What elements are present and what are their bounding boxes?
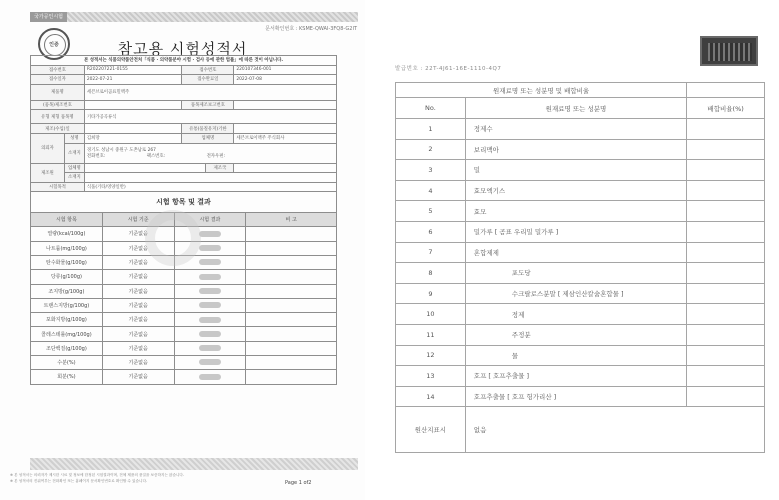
mfr-company-value (84, 163, 206, 173)
test-report-document (0, 0, 365, 500)
ingredient-ratio (687, 119, 765, 140)
ingredient-row (396, 304, 765, 325)
ingredient-ratio (687, 345, 765, 366)
result-item: 조단백질(g/100g) (31, 341, 103, 355)
result-standard: 기준없음 (102, 356, 174, 370)
result-standard: 기준없음 (102, 255, 174, 269)
footer-band (30, 458, 358, 470)
expiry-label: 유통(품질유지)기한 (182, 124, 234, 134)
ingredient-no: 13 (396, 366, 466, 387)
ingredient-no: 5 (396, 201, 466, 222)
result-remark (246, 341, 337, 355)
ingredient-ratio (687, 180, 765, 201)
results-header-standard: 시험 기준 (102, 213, 174, 227)
result-row (31, 356, 337, 370)
product-label: 제품명 (31, 84, 85, 100)
manufacturer-label: 제조원 (31, 163, 65, 182)
barcode-value (84, 100, 182, 110)
redaction-blur (199, 302, 221, 308)
result-remark (246, 313, 337, 327)
ingredient-body (396, 119, 765, 407)
result-item: 탄수화물(g/100g) (31, 255, 103, 269)
ingredient-ratio (687, 386, 765, 407)
ingredient-no: 3 (396, 160, 466, 181)
fax-label: 팩스번호: (146, 154, 166, 160)
address-label: 소재지 (64, 143, 84, 163)
maker-value (84, 124, 182, 134)
result-value-redacted (174, 356, 246, 370)
result-standard: 기준없음 (102, 327, 174, 341)
ingredient-no: 7 (396, 242, 466, 263)
header-badge: 국가공인시험 (30, 12, 67, 22)
result-value-redacted (174, 370, 246, 384)
receipt-no-label: 접수번호 (31, 65, 85, 75)
result-remark (246, 327, 337, 341)
form-value: 기타가공곡류식 (84, 110, 336, 124)
ingredient-ratio (687, 283, 765, 304)
result-row (31, 341, 337, 355)
result-row (31, 298, 337, 312)
ingredient-ratio (687, 160, 765, 181)
company-label: 업체명 (182, 133, 234, 143)
ingredient-ratio-document (383, 0, 779, 500)
expiry-value (234, 124, 337, 134)
ingredient-row (396, 139, 765, 160)
result-standard: 기준없음 (102, 227, 174, 241)
receipt-no-value: R202207221-0155 (84, 65, 182, 75)
product-value: 세븐브로이곰표밀맥주 (84, 84, 336, 100)
form-label: 유형 제형 품목명 (31, 110, 85, 124)
redaction-blur (199, 317, 221, 323)
ingredient-ratio (687, 139, 765, 160)
result-remark (246, 270, 337, 284)
result-row (31, 327, 337, 341)
name-label: 성명 (64, 133, 84, 143)
result-item: 당류(g/100g) (31, 270, 103, 284)
result-remark (246, 356, 337, 370)
result-value-redacted (174, 327, 246, 341)
ingredient-row (396, 201, 765, 222)
mfr-company-label: 업체명 (64, 163, 84, 173)
qr-code-icon (700, 36, 758, 66)
ingredient-ratio (687, 304, 765, 325)
ingredient-ratio (687, 324, 765, 345)
result-standard: 기준없음 (102, 270, 174, 284)
phone-label: 전화번호: (86, 154, 106, 160)
redaction-blur (199, 274, 221, 280)
ingredient-name: 호프추출물 [ 호프 헝가리산 ] (465, 386, 686, 407)
mfr-address-label: 소재지 (64, 173, 84, 183)
result-row (31, 270, 337, 284)
ingredient-no: 1 (396, 119, 466, 140)
redaction-blur (199, 359, 221, 365)
result-row (31, 284, 337, 298)
report-no-label: 품목제조보고번호 (182, 100, 234, 110)
results-header-result: 시험 결과 (174, 213, 246, 227)
ingredient-name: 주정분 (465, 324, 686, 345)
ingredient-table (395, 82, 765, 453)
ingredient-name: 밀 (465, 160, 686, 181)
ingredient-row (396, 345, 765, 366)
ingredient-row (396, 386, 765, 407)
test-date-label: 접수일자 (31, 75, 85, 85)
ingredient-row (396, 242, 765, 263)
ingredient-row (396, 283, 765, 304)
result-remark (246, 284, 337, 298)
col-no-header: No. (396, 98, 466, 119)
ingredient-name: 물 (465, 345, 686, 366)
ingredient-name: 보리맥아 (465, 139, 686, 160)
redaction-blur (199, 245, 221, 251)
redaction-blur (199, 288, 221, 294)
origin-value: 없음 (465, 407, 764, 453)
ingredient-name: 수크랄로스분말 [ 제삼인산칼슘혼합물 ] (465, 283, 686, 304)
result-remark (246, 370, 337, 384)
test-date-value: 2022-07-21 (84, 75, 182, 85)
ingredient-row (396, 160, 765, 181)
result-standard: 기준없음 (102, 241, 174, 255)
result-standard: 기준없음 (102, 341, 174, 355)
result-item: 회분(%) (31, 370, 103, 384)
seal-text: 인증 (49, 42, 59, 48)
ingredient-no: 14 (396, 386, 466, 407)
result-item: 나트륨(mg/100g) (31, 241, 103, 255)
ingredient-name: 혼합제제 (465, 242, 686, 263)
result-row (31, 313, 337, 327)
result-item: 수분(%) (31, 356, 103, 370)
ingredient-ratio (687, 366, 765, 387)
result-item: 열량(kcal/100g) (31, 227, 103, 241)
ingredient-table-title: 원재료명 또는 성분명 및 배합비율 (396, 83, 687, 98)
results-section-title: 시험 항목 및 결과 (30, 192, 337, 212)
ingredient-ratio (687, 221, 765, 242)
report-no-value (234, 100, 337, 110)
result-item: 콜레스테롤(mg/100g) (31, 327, 103, 341)
email-label: 전자우편: (206, 154, 226, 160)
results-header-remark: 비 고 (246, 213, 337, 227)
origin-label: 원산지표시 (396, 407, 466, 453)
ingredient-name: 효모엑기스 (465, 180, 686, 201)
report-info-table (30, 55, 337, 192)
ingredient-row (396, 324, 765, 345)
issue-no-value: 220107346-001 (234, 65, 337, 75)
ingredient-row (396, 263, 765, 284)
ingredient-ratio (687, 201, 765, 222)
ingredient-no: 11 (396, 324, 466, 345)
document-confirmation-number: 문서확인번호 : KSME-QWAI-3FQ8-G2IT (265, 26, 357, 32)
ingredient-row (396, 221, 765, 242)
results-header-item: 시험 항목 (31, 213, 103, 227)
redaction-blur (199, 374, 221, 380)
issue-no-label: 접수번호 (182, 65, 234, 75)
completion-value: 2022-07-08 (234, 75, 337, 85)
footnote-1: ※ 본 성적서는 의뢰자가 제시한 시료 및 정보에 한정된 시험결과이며, 전체 제품의 품질을 보증하지는 않습니다. (10, 473, 185, 477)
ingredient-row (396, 366, 765, 387)
header-band (30, 12, 358, 22)
result-remark (246, 298, 337, 312)
ingredient-name: 호프 [ 호프추출물 ] (465, 366, 686, 387)
ingredient-no: 10 (396, 304, 466, 325)
result-value-redacted (174, 298, 246, 312)
redaction-blur (199, 259, 221, 265)
result-value-redacted (174, 313, 246, 327)
result-item: 조지방(g/100g) (31, 284, 103, 298)
watermark-logo-icon (145, 210, 201, 266)
ingredient-no: 9 (396, 283, 466, 304)
address-value: 경기도 성남시 중원구 도촌남로 267 (86, 148, 156, 154)
result-standard: 기준없음 (102, 370, 174, 384)
col-name-header: 원재료명 또는 성분명 (465, 98, 686, 119)
ingredient-row (396, 180, 765, 201)
purpose-label: 시험목적 (31, 182, 85, 192)
redaction-blur (199, 231, 221, 237)
result-remark (246, 227, 337, 241)
mfr-country-value (234, 163, 337, 173)
ingredient-name: 포도당 (465, 263, 686, 284)
ingredient-ratio (687, 242, 765, 263)
page-number: Page 1 of2 (285, 480, 312, 486)
redaction-blur (199, 345, 221, 351)
ingredient-row (396, 119, 765, 140)
report-notice: 본 성적서는 식품의약품안전처「식품 · 의약품분야 시험 · 검사 등에 관한 법률」에 따른 것이 아닙니다. (31, 56, 337, 66)
mfr-country-label: 제조국 (206, 163, 234, 173)
requester-label: 의뢰자 (31, 133, 65, 163)
ingredient-no: 12 (396, 345, 466, 366)
col-ratio-header: 배합비율(%) (687, 98, 765, 119)
purpose-value: 식품(기타/영양일반) (84, 182, 336, 192)
company-value: 세븐브로이맥주 주식회사 (234, 133, 337, 143)
ingredient-no: 4 (396, 180, 466, 201)
result-standard: 기준없음 (102, 313, 174, 327)
address-cell (84, 143, 336, 163)
result-remark (246, 255, 337, 269)
ingredient-title-blank (687, 83, 765, 98)
ingredient-no: 8 (396, 263, 466, 284)
name-value: 김희망 (84, 133, 182, 143)
ingredient-name: 정제수 (465, 119, 686, 140)
redaction-blur (199, 331, 221, 337)
result-row (31, 370, 337, 384)
result-value-redacted (174, 284, 246, 298)
ingredient-no: 6 (396, 221, 466, 242)
ingredient-name: 정제 (465, 304, 686, 325)
report-title: 참고용 시험성적서 (117, 40, 248, 58)
barcode-label: (품목)제조번호 (31, 100, 85, 110)
result-value-redacted (174, 270, 246, 284)
completion-label: 접수완료일 (182, 75, 234, 85)
footnote-2: ※ 본 성적서의 진위여부는 전화확인 또는 홈페이지 문서확인번호로 확인할 수 있습니다. (10, 479, 148, 483)
mfr-address-value (84, 173, 336, 183)
ingredient-name: 밀가루 [ 곰표 우리밀 밀가루 ] (465, 221, 686, 242)
result-remark (246, 241, 337, 255)
maker-label: 제조(수입)일 (31, 124, 85, 134)
ingredient-no: 2 (396, 139, 466, 160)
result-item: 트랜스지방(g/100g) (31, 298, 103, 312)
result-value-redacted (174, 341, 246, 355)
issue-number: 발급번호 : 22T-4J61-16E-1110-4Q7 (395, 66, 502, 72)
result-item: 포화지방(g/100g) (31, 313, 103, 327)
result-standard: 기준없음 (102, 298, 174, 312)
ingredient-name: 효모 (465, 201, 686, 222)
result-standard: 기준없음 (102, 284, 174, 298)
ingredient-ratio (687, 263, 765, 284)
